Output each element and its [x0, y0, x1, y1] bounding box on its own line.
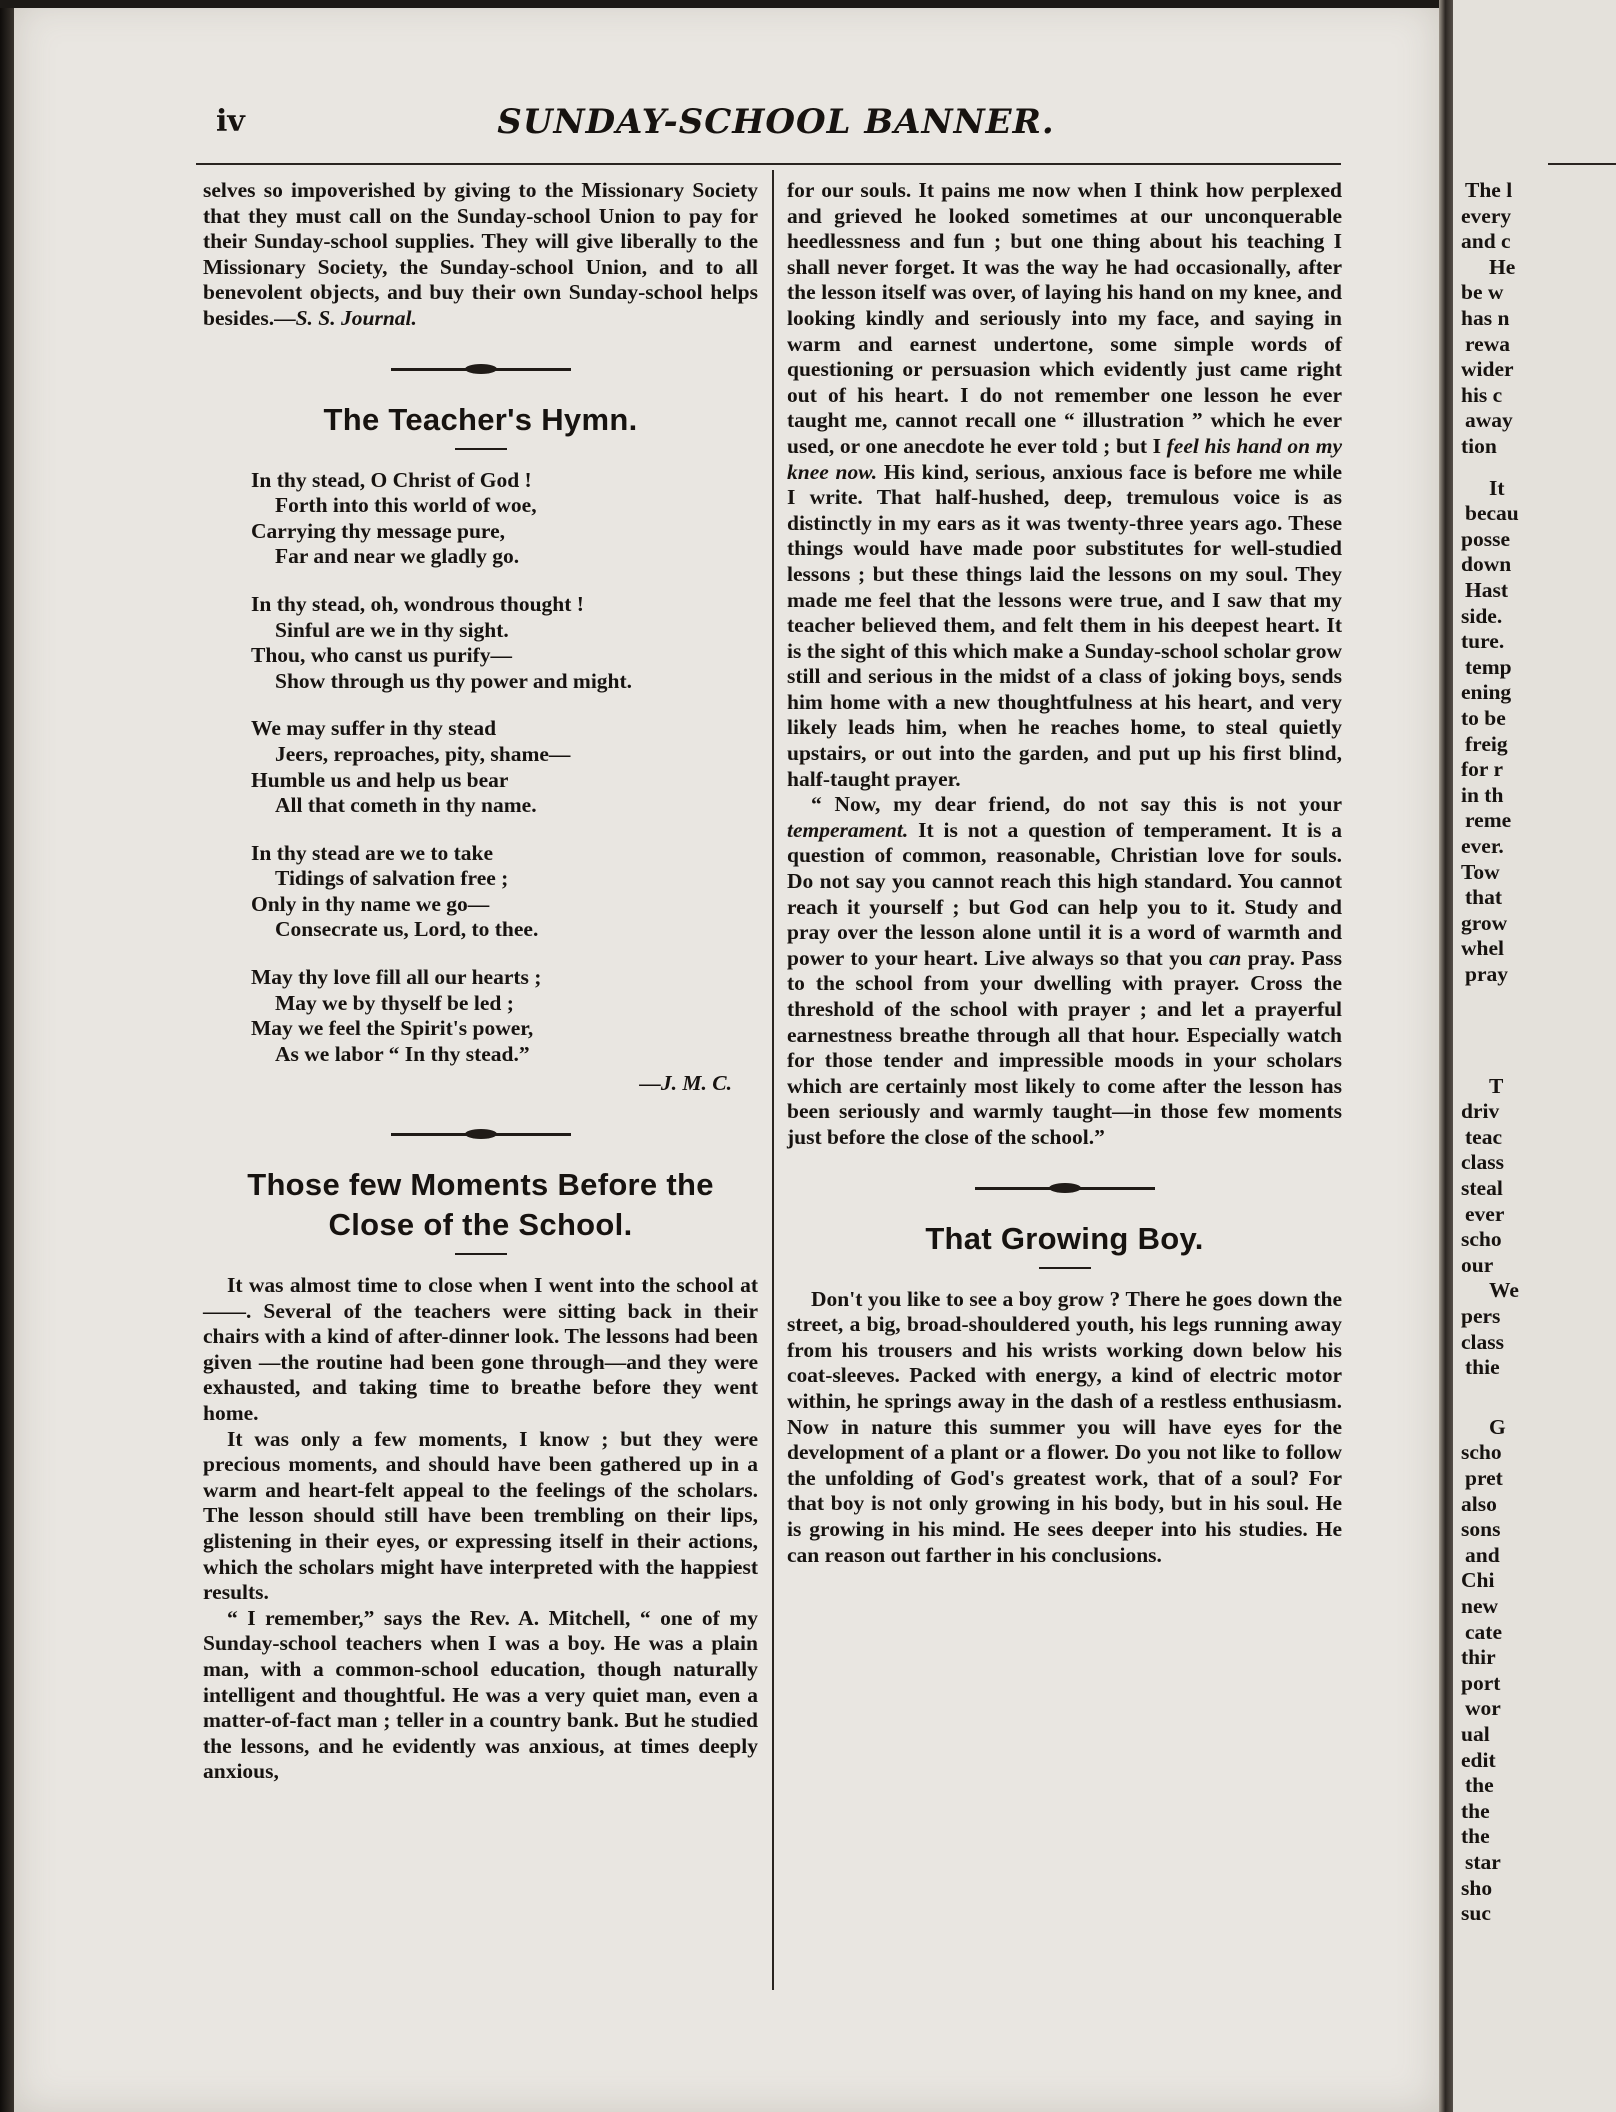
- article-paragraph: [787, 792, 1342, 1150]
- left-column: [203, 178, 758, 1785]
- facing-page-line: suc: [1461, 1901, 1491, 1926]
- running-head: [216, 100, 1336, 150]
- hymn-stanza: [251, 716, 758, 818]
- facing-page-line: the: [1461, 1798, 1490, 1823]
- heading-rule: [455, 1253, 507, 1255]
- hymn-line: Only in thy name we go—: [251, 891, 490, 916]
- hymn-line: Consecrate us, Lord, to thee.: [275, 917, 539, 942]
- book-gutter: [1439, 0, 1453, 2112]
- facing-page-line: Tow: [1461, 859, 1500, 884]
- facing-page-line: posse: [1461, 526, 1510, 551]
- facing-page-line: rewa: [1465, 331, 1510, 356]
- facing-page-line: thir: [1461, 1645, 1496, 1670]
- hymn-stanza: [251, 468, 758, 570]
- facing-page-line: He: [1489, 254, 1516, 279]
- facing-page-line: ual: [1461, 1722, 1490, 1746]
- heading-rule: [1039, 1267, 1091, 1269]
- facing-page-line: sons: [1461, 1517, 1501, 1542]
- facing-page-line: T: [1489, 1073, 1504, 1098]
- facing-page-line: freig: [1465, 731, 1508, 756]
- facing-page-line: be w: [1461, 280, 1504, 305]
- facing-page-line: steal: [1461, 1176, 1503, 1200]
- opening-text: selves so impoverished by giving to the Missionary Society that they must call on the Sunday-school Union to pay for their Sunday-school supplies. They will give liberally to the Missionary Society, the Sunday-school Union, and to all benevolent objects, and buy their own Sunday-school helps besides.—: [203, 178, 758, 330]
- facing-page-line: whel: [1461, 936, 1504, 961]
- article-heading-line-1: Those few Moments Before the: [247, 1167, 714, 1203]
- paragraph-emphasis: can: [1209, 945, 1242, 970]
- hymn-line: May thy love fill all our hearts ;: [251, 965, 542, 990]
- section-ornament: [975, 1181, 1155, 1195]
- article-paragraph: It was almost time to close when I went into the school at ——. Several of the teachers were sitting back in their chairs with a kind of after-dinner look. The lessons had been given —the routine had been gone through—and they were exhausted, and taking time to breathe before they went home.: [203, 1273, 758, 1425]
- facing-page-line: G: [1489, 1414, 1506, 1439]
- hymn-line: Sinful are we in thy sight.: [275, 617, 509, 642]
- facing-page-line: pray: [1465, 962, 1508, 986]
- hymn-line: We may suffer in thy stead: [251, 716, 497, 741]
- journal-title: SUNDAY-SCHOOL BANNER.: [497, 102, 1055, 142]
- facing-page-line: his c: [1461, 382, 1503, 407]
- page-number: iv: [216, 104, 245, 139]
- hymn-stanza: [251, 841, 758, 943]
- hymn-stanza: [251, 965, 758, 1067]
- paragraph-text: pray. Pass to the school from your dwelling with prayer. Cross the threshold of the school with prayer ; and let a prayerful earnestness breathe through all that hour. Especially watch for those tender and impressible moods in your scholars which are certainly most likely to come after the lesson has been seriously and warmly taught—in those few moments just before the close of the school.”: [787, 945, 1342, 1149]
- continuation-text: for our souls. It pains me now when I think how perplexed and grieved he looked sometimes at our unconquerable heedlessness and fun ; but one thing about his teaching I shall never forget. It was the way he had occasionally, after the lesson itself was over, of laying his hand on my knee, and looking kindly and seriously into my face, and saying in warm and earnest undertone, some simple words of questioning or persuasion which evidently just came right out of his heart. I do not remember one lesson he ever taught me, cannot recall one “ illustration ” which he ever used, or one anecdote he ever told ; but I: [787, 178, 1342, 458]
- facing-page-line: also: [1461, 1491, 1497, 1516]
- hymn-line: In thy stead are we to take: [251, 840, 494, 865]
- heading-rule: [455, 448, 507, 450]
- facing-page-line: for r: [1461, 757, 1503, 782]
- paragraph-emphasis: temperament.: [787, 817, 909, 842]
- facing-page-line: away: [1465, 408, 1513, 433]
- header-rule: [196, 163, 1341, 165]
- facing-page-line: ever.: [1461, 834, 1504, 858]
- facing-page-line: Chi: [1461, 1568, 1495, 1593]
- opening-paragraph: [203, 178, 758, 332]
- facing-page-line: edit: [1461, 1747, 1496, 1772]
- facing-page-line: tion: [1461, 434, 1497, 458]
- continuation-emphasis: feel his hand on my knee now.: [787, 433, 1343, 484]
- article-continuation: [787, 178, 1342, 792]
- article-paragraph: “ I remember,” says the Rev. A. Mitchell, “ one of my Sunday-school teachers when I was a boy. He was a plain man, with a common-school education, though naturally intelligent and thoughtful. He was a very quiet man, even a matter-of-fact man ; teller in a country bank. But he studied the lessons, and he evidently was anxious, at times deeply anxious,: [203, 1605, 758, 1784]
- scan-left-edge: [0, 0, 14, 2112]
- facing-page-text: [1453, 0, 1616, 2112]
- hymn-line: May we feel the Spirit's power,: [251, 1016, 534, 1041]
- continuation-text: His kind, serious, anxious face is before me while I write. That half-hushed, deep, tremulous voice is as distinctly in my ears as it was twenty-three years ago. These things would have made poor substitutes for well-studied lessons ; but these things laid the lessons on my soul. They made me feel that the lessons were true, and I saw that my teacher believed them, and felt them in his deepest heart. It is the sight of this which make a Sunday-school scholar grow still and serious in the midst of a class of joking boys, sends him home with a new thoughtfulness at his heart, and very likely leads him, when he reaches home, to steal quietly upstairs, or out into the garden, and put up his first blind, half-taught prayer.: [787, 459, 1342, 791]
- hymn-line: As we labor “ In thy stead.”: [275, 1041, 530, 1066]
- article-heading: [203, 1165, 758, 1245]
- facing-page-line: new: [1461, 1594, 1499, 1618]
- hymn-line: Show through us thy power and might.: [275, 668, 633, 693]
- facing-page-line: temp: [1465, 654, 1512, 679]
- hymn-line: Humble us and help us bear: [251, 767, 509, 792]
- facing-page-line: ture.: [1461, 629, 1505, 654]
- hymn-line: Thou, who canst us purify—: [251, 643, 513, 668]
- paragraph-text: “ Now, my dear friend, do not say this is not your: [811, 792, 1342, 817]
- facing-page-line: Hast: [1465, 578, 1508, 602]
- facing-page-line: in th: [1461, 782, 1504, 807]
- facing-page-line: has n: [1461, 306, 1510, 330]
- facing-page-line: scho: [1461, 1440, 1502, 1465]
- facing-page-line: our: [1461, 1252, 1494, 1277]
- facing-page-line: reme: [1465, 808, 1512, 833]
- hymn-poem: [251, 468, 758, 1068]
- paragraph-text: It is not a question of temperament. It is a question of common, reasonable, Christian love for souls. Do not say you cannot reach this high standard. You cannot reach it yourself ; but God can help you to it. Study and pray over the lesson alone until it is a word of warmth and power to your heart. Live always so that you: [787, 817, 1342, 970]
- facing-page-line: side.: [1461, 603, 1503, 628]
- facing-page-line: It: [1489, 475, 1505, 500]
- facing-page-line: pret: [1465, 1466, 1503, 1490]
- facing-page-line: sho: [1461, 1875, 1493, 1900]
- facing-page-line: the: [1461, 1824, 1490, 1849]
- facing-page-line: port: [1461, 1670, 1501, 1695]
- hymn-line: Carrying thy message pure,: [251, 518, 506, 543]
- article-paragraph: It was only a few moments, I know ; but they were precious moments, and should have been gathered up in a warm and heart-felt appeal to the feelings of the scholars. The lesson should still have been trembling on their lips, glistening in their eyes, or expressing itself in their actions, which the scholars might have interpreted with the happiest results.: [203, 1426, 758, 1605]
- hymn-signature: —J. M. C.: [639, 1071, 732, 1096]
- section-ornament: [391, 362, 571, 376]
- hymn-line: Forth into this world of woe,: [275, 493, 537, 518]
- facing-page-line: The l: [1465, 178, 1513, 202]
- facing-page-line: that: [1465, 885, 1503, 910]
- facing-page-line: and c: [1461, 229, 1511, 254]
- facing-page-line: star: [1465, 1850, 1501, 1874]
- facing-page-line: wor: [1465, 1696, 1501, 1721]
- facing-page-line: scho: [1461, 1227, 1502, 1252]
- facing-page-line: wider: [1461, 357, 1514, 382]
- facing-page-line: ening: [1461, 680, 1512, 705]
- article-heading-line-2: Close of the School.: [328, 1207, 633, 1243]
- facing-page-line: class: [1461, 1329, 1504, 1354]
- facing-page-line: class: [1461, 1150, 1504, 1175]
- facing-page-line: to be: [1461, 706, 1506, 730]
- column-divider: [772, 170, 774, 1990]
- facing-page-line: pers: [1461, 1304, 1501, 1328]
- facing-page-line: every: [1461, 203, 1512, 228]
- facing-page-line: ever: [1465, 1201, 1505, 1226]
- facing-page-line: thie: [1465, 1355, 1500, 1380]
- hymn-heading: The Teacher's Hymn.: [323, 401, 638, 437]
- facing-page-line: cate: [1465, 1619, 1502, 1644]
- scan-top-edge: [0, 0, 1616, 8]
- hymn-stanza: [251, 592, 758, 694]
- hymn-line: In thy stead, oh, wondrous thought !: [251, 591, 584, 616]
- facing-page-line: grow: [1461, 910, 1508, 935]
- hymn-line: In thy stead, O Christ of God !: [251, 467, 532, 492]
- facing-page-line: becau: [1465, 501, 1519, 526]
- hymn-line: Jeers, reproaches, pity, shame—: [275, 741, 571, 766]
- opening-source: S. S. Journal.: [295, 305, 417, 330]
- facing-page-line: driv: [1461, 1099, 1500, 1124]
- facing-page-line: the: [1465, 1773, 1494, 1798]
- section-ornament: [391, 1127, 571, 1141]
- facing-page-line: We: [1489, 1278, 1519, 1303]
- hymn-line: May we by thyself be led ;: [275, 990, 514, 1015]
- boy-heading: That Growing Boy.: [925, 1220, 1204, 1256]
- hymn-line: Far and near we gladly go.: [275, 544, 520, 569]
- facing-page-line: and: [1465, 1542, 1500, 1567]
- facing-page-line: teac: [1465, 1124, 1502, 1149]
- right-column: [787, 178, 1342, 1568]
- facing-page-line: down: [1461, 552, 1512, 577]
- hymn-line: Tidings of salvation free ;: [275, 866, 509, 891]
- hymn-line: All that cometh in thy name.: [275, 793, 537, 818]
- article-paragraph: Don't you like to see a boy grow ? There he goes down the street, a big, broad-shouldered youth, his legs running away from his trousers and his wrists working down below his coat-sleeves. Packed with energy, a kind of electric motor within, he springs away in the dash of a restless enthusiasm. Now in nature this summer you will have eyes for the development of a plant or a flower. Do you not like to follow the unfolding of God's greatest work, that of a soul? For that boy is not only growing in his body, but in his soul. He is growing in his mind. He sees deeper into his studies. He can reason out farther in his conclusions.: [787, 1286, 1342, 1567]
